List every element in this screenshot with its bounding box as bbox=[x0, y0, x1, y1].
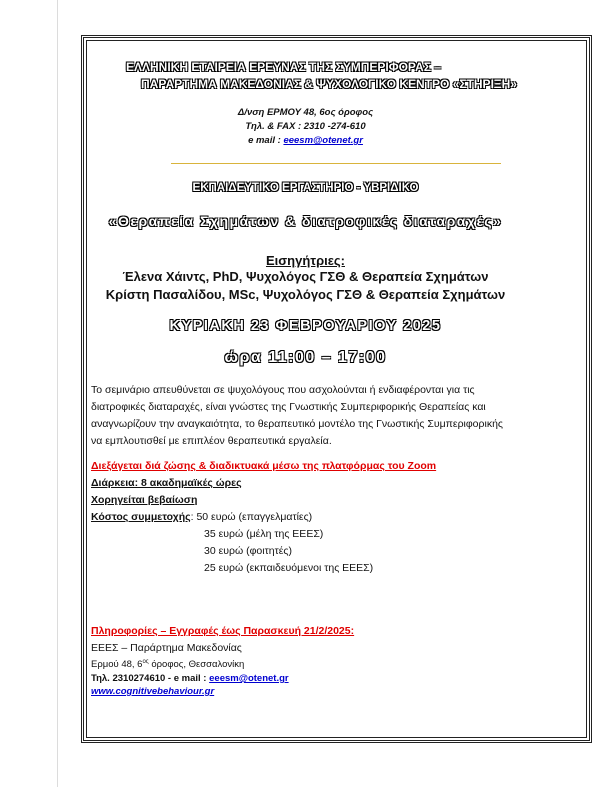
header-address: Δ/νση ΕΡΜΟΥ 48, 6ος όροφος bbox=[237, 107, 374, 118]
delivery-mode: Διεξάγεται διά ζώσης & διαδικτυακά μέσω της πλατφόρμας του Zoom bbox=[91, 460, 437, 472]
description-line-2: διατροφικές διαταραχές, είναι γνώστες της Γνωστικής Συμπεριφορικής Θεραπείας και bbox=[91, 401, 486, 413]
cost-row-1 bbox=[91, 509, 312, 526]
org-line-2: ΠΑΡΑΡΤΗΜΑ ΜΑΚΕΔΟΝΙΑΣ & ΨΥΧΟΛΟΓΙΚΟ ΚΕΝΤΡΟ «ΣΤΗΡΙΞΗ» bbox=[141, 77, 517, 91]
cost-trainees: 25 ευρώ (εκπαιδευόμενοι της ΕΕΕΣ) bbox=[204, 562, 374, 574]
speaker-1: Έλενα Χάιντς, PhD, Ψυχολόγος ΓΣΘ & Θεραπεία Σχημάτων bbox=[122, 269, 489, 284]
header-divider bbox=[171, 163, 501, 164]
info-heading: Πληροφορίες – Εγγραφές έως Παρασκευή 21/2/2025: bbox=[91, 625, 355, 637]
description-line-1: Το σεμινάριο απευθύνεται σε ψυχολόγους που ασχολούνται ή ενδιαφέρονται για τις bbox=[91, 384, 475, 396]
speakers-label: Εισηγήτριες: bbox=[265, 253, 345, 268]
cost-professionals: : 50 ευρώ (επαγγελματίες) bbox=[190, 511, 313, 523]
header-phone: Τηλ. & FAX : 2310 -274-610 bbox=[245, 121, 366, 132]
event-title: «Θεραπεία Σχημάτων & διατροφικές διαταραχές» bbox=[108, 213, 503, 229]
event-date: ΚΥΡΙΑΚΗ 23 ΦΕΒΡΟΥΑΡΙΟΥ 2025 bbox=[169, 318, 442, 334]
description-line-4: να εμπλουτισθεί με επιπλέον θεραπευτικά εργαλεία. bbox=[91, 435, 332, 447]
info-branch: ΕΕΕΣ – Παράρτημα Μακεδονίας bbox=[91, 642, 242, 654]
info-contact-label: Τηλ. 2310274610 - e mail : bbox=[91, 673, 207, 684]
duration: Διάρκεια: 8 ακαδημαϊκές ώρες bbox=[91, 477, 242, 489]
info-email-link[interactable]: eeesm@otenet.gr bbox=[209, 673, 289, 684]
event-time: ώρα 11:00 – 17:00 bbox=[224, 349, 387, 366]
page-margin-line bbox=[57, 0, 58, 787]
cost-members: 35 ευρώ (μέλη της ΕΕΕΣ) bbox=[204, 528, 324, 540]
info-address: Ερμού 48, $6^{o\varsigma}$ όροφος, Θεσσαλονίκη bbox=[91, 659, 245, 671]
cost-students: 30 ευρώ (φοιτητές) bbox=[204, 545, 292, 557]
cost-label: Κόστος συμμετοχής bbox=[91, 511, 191, 523]
event-type: ΕΚΠΑΙΔΕΥΤΙΚΟ ΕΡΓΑΣΤΗΡΙΟ - ΥΒΡΙΔΙΚΟ bbox=[192, 182, 419, 194]
speaker-2: Κρίστη Πασαλίδου, MSc, Ψυχολόγος ΓΣΘ & Θεραπεία Σχημάτων bbox=[105, 287, 506, 302]
header-email-label: e mail : bbox=[248, 135, 281, 146]
description-line-3: αναγνωρίζουν την αναγκαιότητα, το θεραπευτικό μοντέλο της Γνωστικής Συμπεριφορικής bbox=[91, 418, 503, 430]
header-email-link[interactable]: eeesm@otenet.gr bbox=[283, 135, 363, 146]
header-email-row bbox=[0, 135, 611, 146]
website-link[interactable]: www.cognitivebehaviour.gr bbox=[91, 686, 215, 697]
certificate-note: Χορηγείται βεβαίωση bbox=[91, 494, 198, 506]
org-line-1: ΕΛΛΗΝΙΚΗ ΕΤΑΙΡΕΙΑ ΕΡΕΥΝΑΣ ΤΗΣ ΣΥΜΠΕΡΙΦΟΡΑΣ – bbox=[126, 60, 441, 74]
info-contact bbox=[91, 673, 289, 684]
